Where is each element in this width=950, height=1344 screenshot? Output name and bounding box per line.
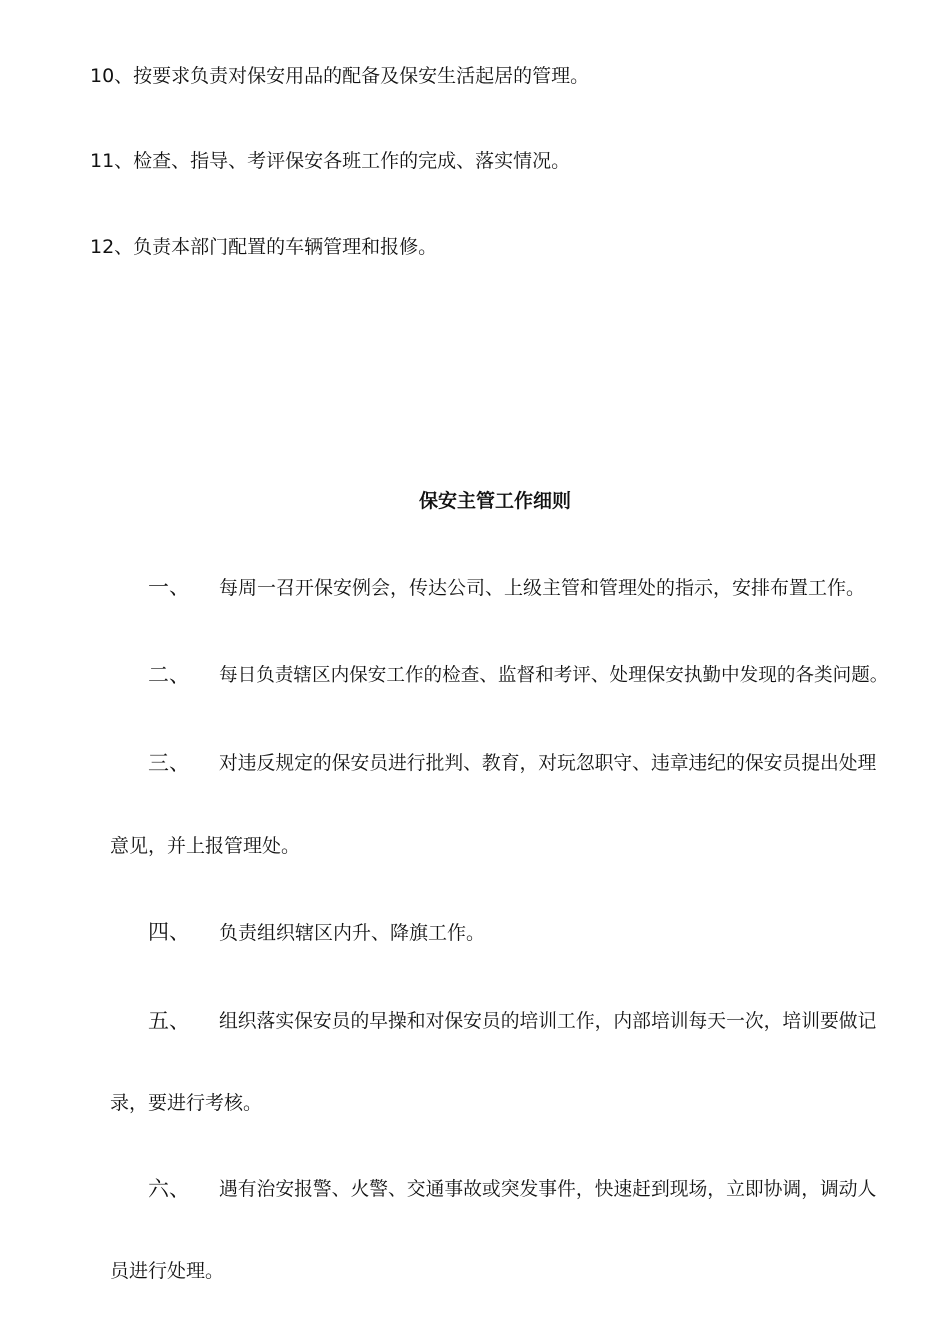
list-item: 12、负责本部门配置的车辆管理和报修。 bbox=[90, 236, 438, 258]
rule-number: 五、 bbox=[148, 1009, 190, 1033]
rule-text: 每日负责辖区内保安工作的检查、监督和考评、处理保安执勤中发现的各类问题。 bbox=[219, 665, 889, 686]
rule-text-continued: 意见，并上报管理处。 bbox=[110, 835, 301, 857]
rule-text: 遇有治安报警、火警、交通事故或突发事件，快速赶到现场，立即协调，调动人 bbox=[219, 1179, 877, 1200]
rule-number: 六、 bbox=[148, 1177, 190, 1201]
rule-number: 四、 bbox=[148, 920, 190, 944]
rule-number: 二、 bbox=[148, 663, 190, 687]
rule-text: 每周一召开保安例会，传达公司、上级主管和管理处的指示，安排布置工作。 bbox=[219, 577, 866, 599]
rule-text: 对违反规定的保安员进行批判、教育，对玩忽职守、违章违纪的保安员提出处理 bbox=[219, 753, 877, 774]
rule-text-continued: 员进行处理。 bbox=[110, 1260, 225, 1282]
rule-text: 负责组织辖区内升、降旗工作。 bbox=[219, 922, 486, 944]
list-item: 10、按要求负责对保安用品的配备及保安生活起居的管理。 bbox=[90, 65, 590, 87]
rule-number: 一、 bbox=[148, 575, 190, 599]
rule-text-continued: 录，要进行考核。 bbox=[110, 1092, 263, 1114]
section-title: 保安主管工作细则 bbox=[418, 490, 571, 512]
list-item: 11、检查、指导、考评保安各班工作的完成、落实情况。 bbox=[90, 150, 571, 172]
rule-text: 组织落实保安员的早操和对保安员的培训工作，内部培训每天一次，培训要做记 bbox=[219, 1011, 877, 1032]
rule-number: 三、 bbox=[148, 751, 190, 775]
